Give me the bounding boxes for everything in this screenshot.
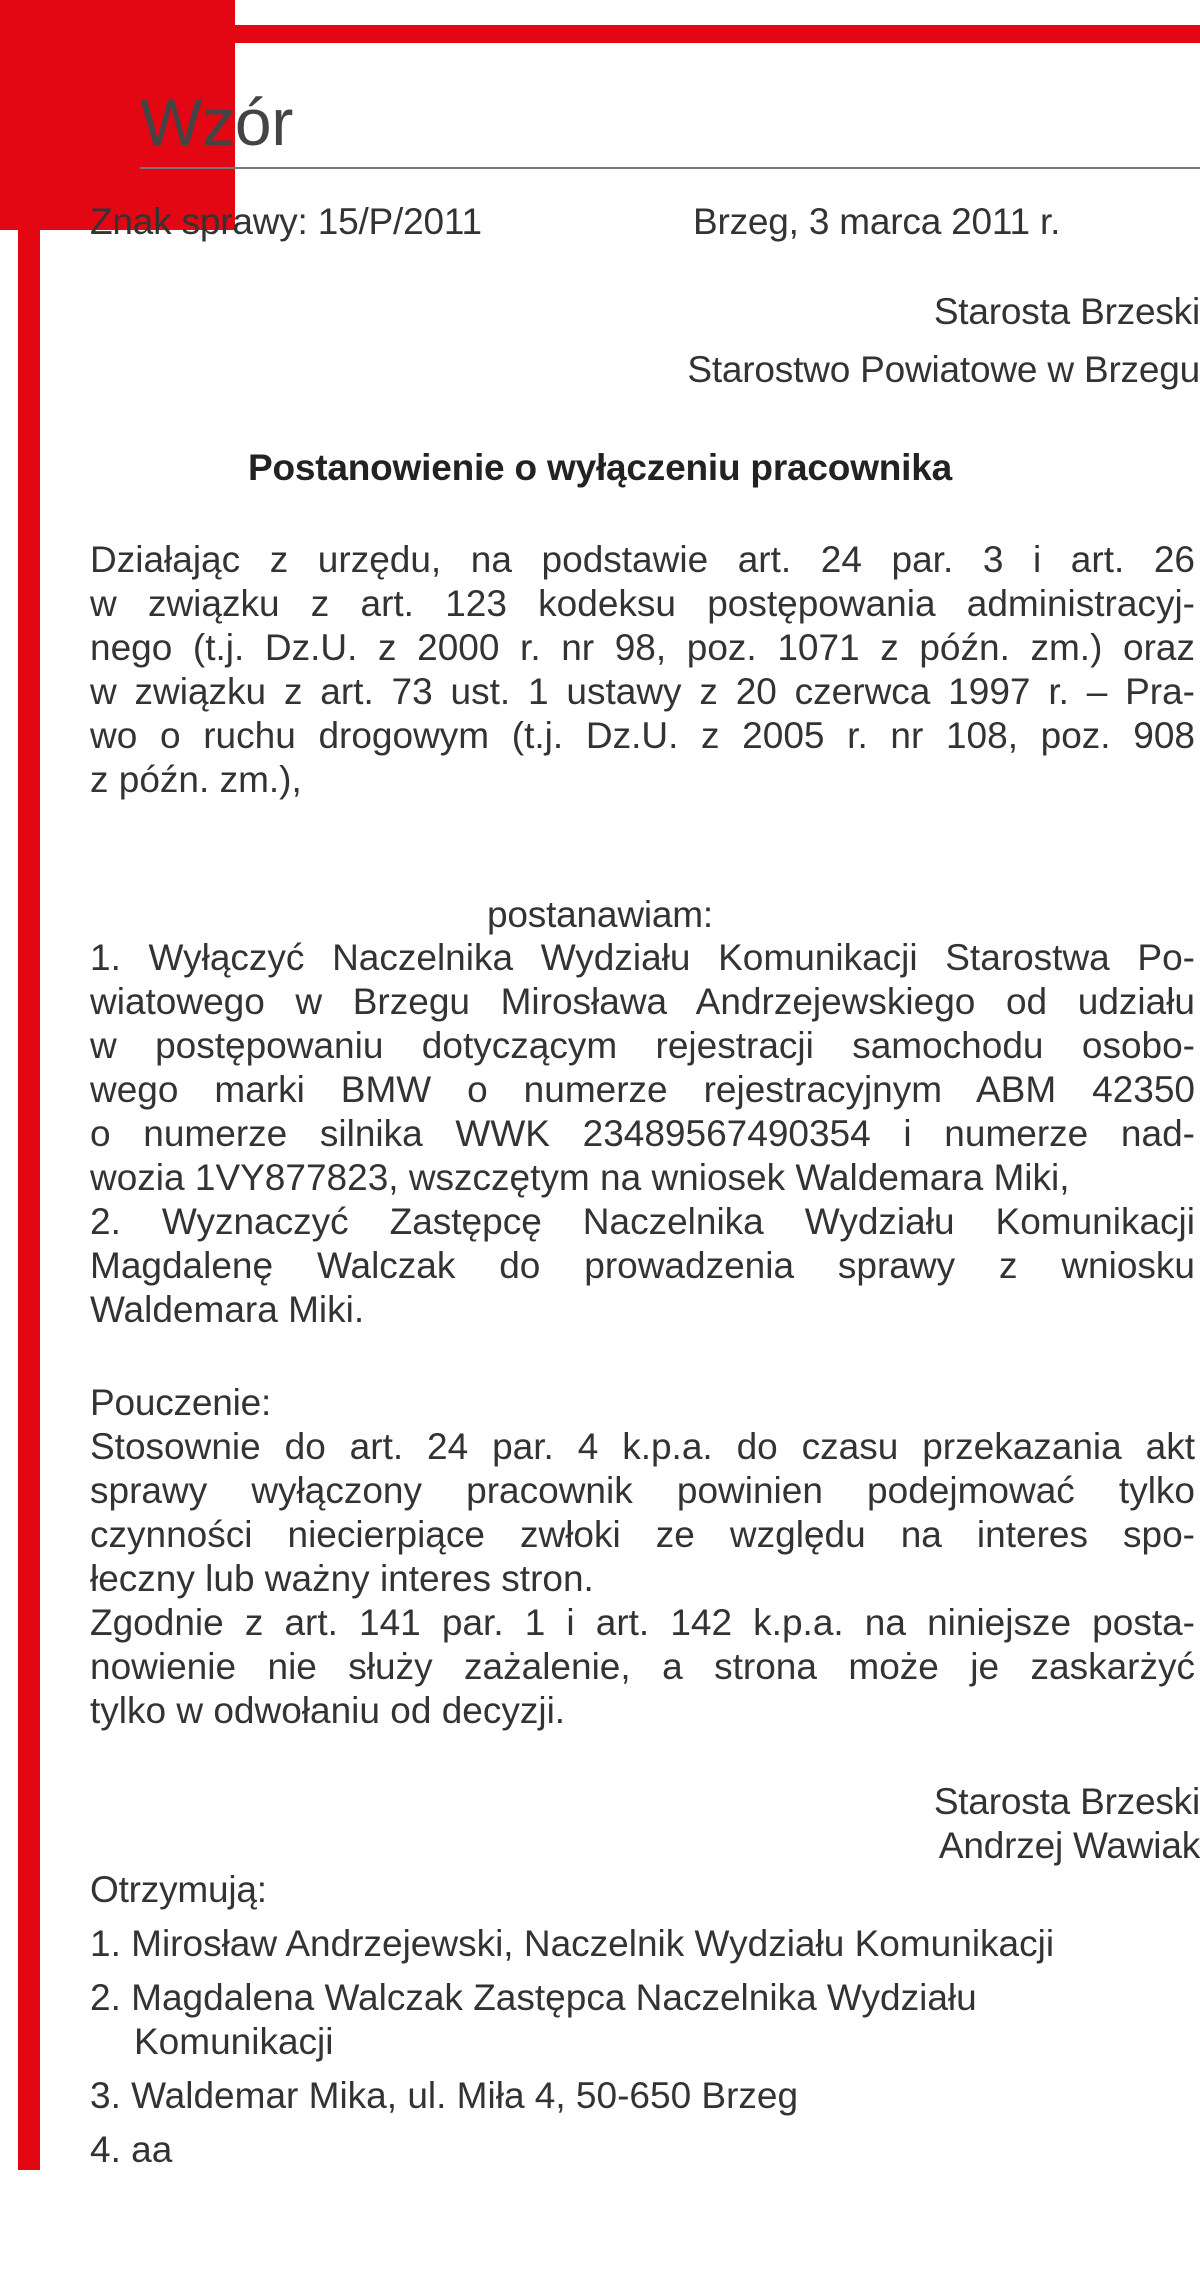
place-date: Brzeg, 3 marca 2011 r.	[693, 201, 1061, 242]
list-item: 1. Mirosław Andrzejewski, Naczelnik Wydziału Komunikacji	[90, 1923, 1055, 1964]
decision-line: Magdalenę Walczak do prowadzenia sprawy z wniosku	[90, 1245, 1195, 1286]
signatory-title: Starosta Brzeski	[933, 1781, 1200, 1822]
authority-name: Starosta Brzeski	[933, 291, 1200, 332]
page-title: Wzór	[140, 85, 294, 159]
list-item	[90, 1976, 1054, 2064]
intro-line: w związku z art. 73 ust. 1 ustawy z 20 czerwca 1997 r. – Pra-	[90, 671, 1195, 712]
decision-heading: postanawiam:	[487, 894, 713, 935]
list-item-line: Komunikacji	[134, 2021, 334, 2062]
instruction-line: czynności niecierpiące zwłoki ze względu na interes spo-	[90, 1514, 1195, 1555]
instruction-line: sprawy wyłączony pracownik powinien podejmować tylko	[90, 1470, 1195, 1511]
instruction-line: tylko w odwołaniu od decyzji.	[90, 1690, 566, 1731]
left-red-bar	[18, 0, 40, 2170]
instruction-line: Zgodnie z art. 141 par. 1 i art. 142 k.p.a. na niniejsze posta-	[90, 1602, 1195, 1643]
intro-line: nego (t.j. Dz.U. z 2000 r. nr 98, poz. 1071 z późn. zm.) oraz	[90, 627, 1195, 668]
decision-line: wego marki BMW o numerze rejestracyjnym ABM 42350	[90, 1069, 1195, 1110]
decision-line: wozia 1VY877823, wszczętym na wniosek Waldemara Miki,	[90, 1157, 1070, 1198]
decision-line: wiatowego w Brzegu Mirosława Andrzejewskiego od udziału	[90, 981, 1195, 1022]
decision-line: o numerze silnika WWK 23489567490354 i numerze nad-	[90, 1113, 1195, 1154]
list-item-line: 2. Magdalena Walczak Zastępca Naczelnika Wydziału	[90, 1977, 977, 2018]
recipients-heading: Otrzymują:	[90, 1869, 267, 1910]
title-rule	[140, 167, 1200, 169]
instruction-line: Stosownie do art. 24 par. 4 k.p.a. do czasu przekazania akt	[90, 1426, 1195, 1467]
intro-paragraph	[90, 538, 1195, 802]
instruction-heading: Pouczenie:	[90, 1382, 272, 1423]
list-item: 4. aa	[90, 2129, 173, 2170]
document-title: Postanowienie o wyłączeniu pracownika	[247, 447, 953, 488]
list-item: 3. Waldemar Mika, ul. Miła 4, 50-650 Brzeg	[90, 2075, 799, 2116]
intro-line: Działając z urzędu, na podstawie art. 24 par. 3 i art. 26	[90, 539, 1195, 580]
decision-line: 2. Wyznaczyć Zastępcę Naczelnika Wydziału Komunikacji	[90, 1201, 1195, 1242]
decision-line: w postępowaniu dotyczącym rejestracji samochodu osobo-	[90, 1025, 1195, 1066]
decision-line: Waldemara Miki.	[90, 1289, 365, 1330]
authority-office: Starostwo Powiatowe w Brzegu	[687, 349, 1200, 390]
decision-paragraph	[90, 936, 1195, 1332]
intro-line: wo o ruchu drogowym (t.j. Dz.U. z 2005 r. nr 108, poz. 908	[90, 715, 1195, 756]
instruction-line: łeczny lub ważny interes stron.	[90, 1558, 594, 1599]
recipients-list	[90, 1922, 1054, 2172]
case-number: Znak sprawy: 15/P/2011	[90, 201, 482, 242]
intro-line: z późn. zm.),	[90, 759, 302, 800]
signatory-name: Andrzej Wawiak	[938, 1825, 1200, 1866]
instruction-paragraph	[90, 1425, 1195, 1733]
intro-line: w związku z art. 123 kodeksu postępowania administracyj-	[90, 583, 1195, 624]
instruction-line: nowienie nie służy zażalenie, a strona może je zaskarżyć	[90, 1646, 1195, 1687]
decision-line: 1. Wyłączyć Naczelnika Wydziału Komunikacji Starostwa Po-	[90, 937, 1195, 978]
